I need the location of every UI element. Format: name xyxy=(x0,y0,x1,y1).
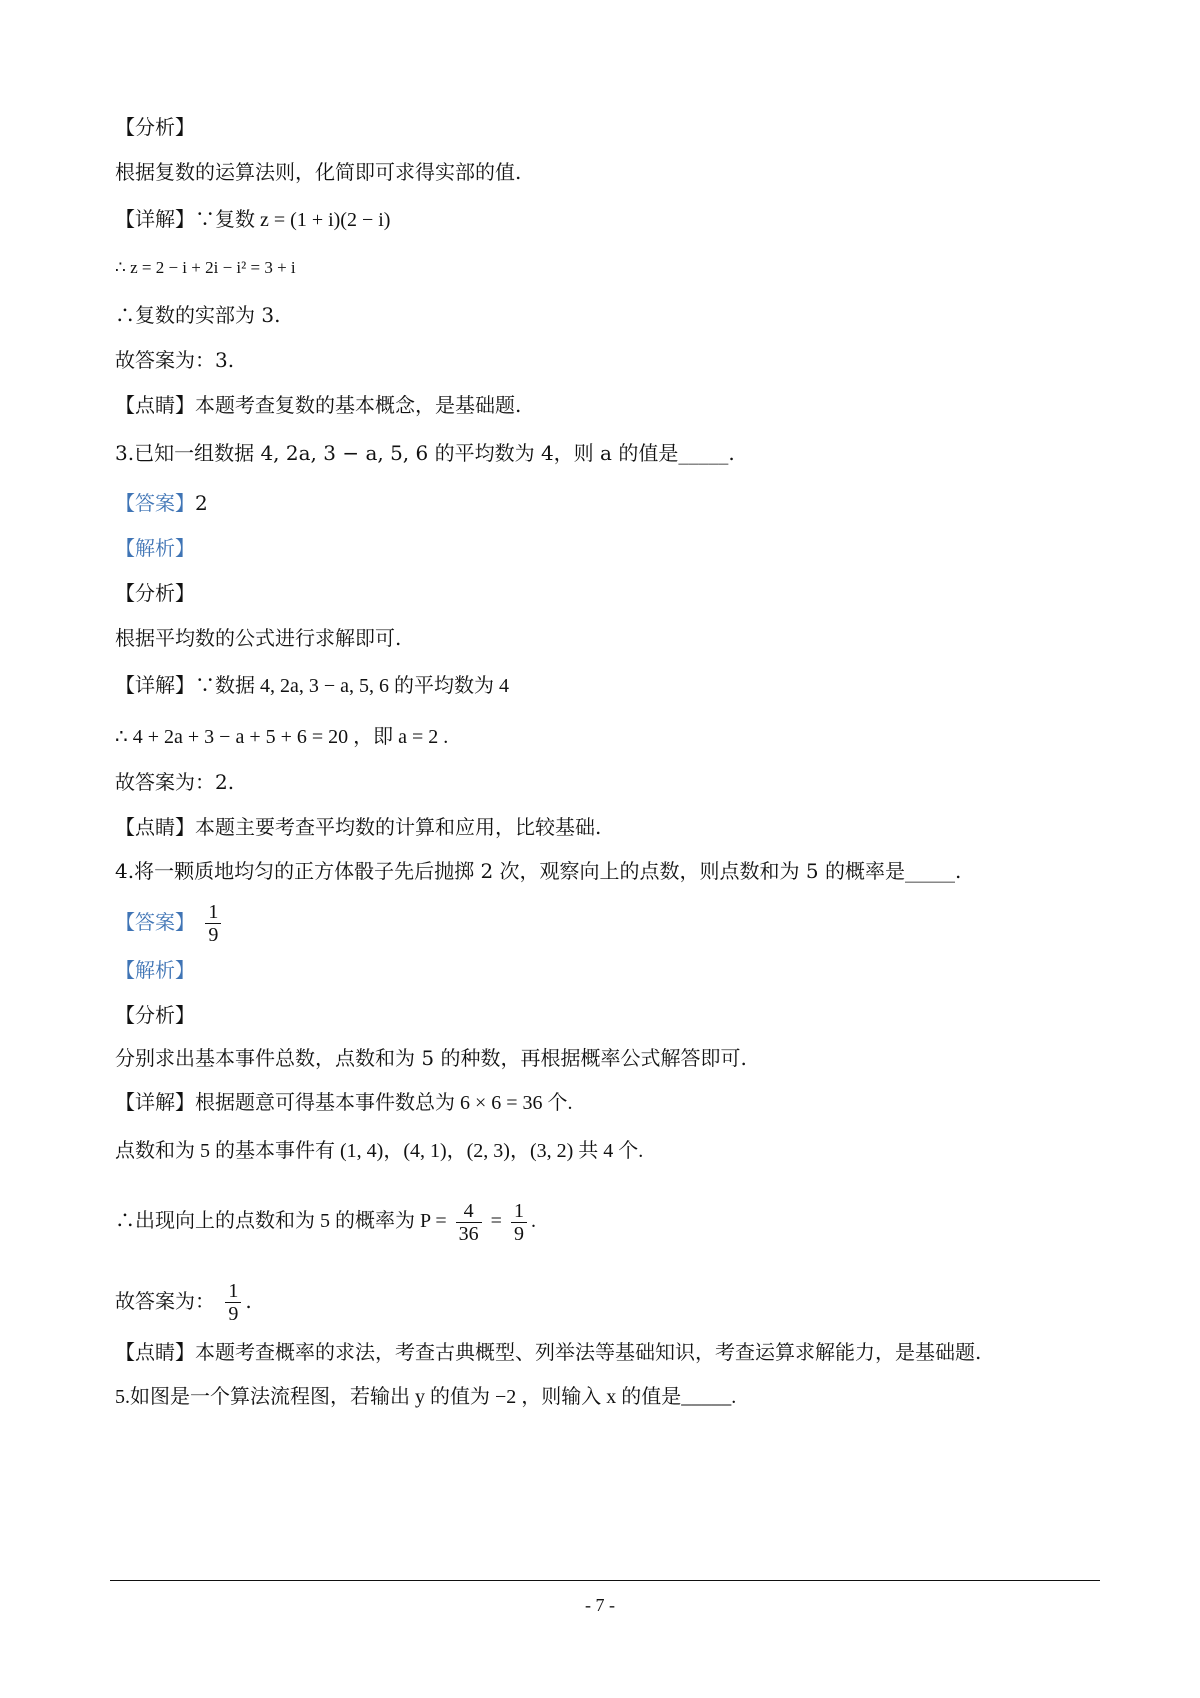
fraction-numerator: 1 xyxy=(225,1280,241,1303)
analysis-text: 根据平均数的公式进行求解即可. xyxy=(115,626,402,650)
answer-label: 【答案】 xyxy=(115,910,195,934)
fraction-denominator: 9 xyxy=(513,1222,524,1245)
fraction-4-36 xyxy=(456,1200,482,1245)
final-answer-text: 故答案为： xyxy=(115,1289,215,1313)
probability-text: ∴出现向上的点数和为 5 的概率为 P = xyxy=(115,1210,447,1232)
equation-line: ∴ z = 2 − i + 2i − i² = 3 + i xyxy=(115,258,296,277)
probability-line xyxy=(115,1196,536,1246)
answer-label: 【答案】 xyxy=(115,491,195,515)
analysis-heading: 【分析】 xyxy=(115,115,195,139)
solution-label: 【解析】 xyxy=(115,536,195,560)
fraction-1-9 xyxy=(511,1200,527,1245)
answer-row-4 xyxy=(115,897,225,947)
answer-value: 2 xyxy=(195,491,208,515)
period: . xyxy=(530,1210,536,1232)
final-fraction xyxy=(225,1280,241,1325)
period: . xyxy=(245,1289,252,1313)
detail-line: 【详解】∵复数 z = (1 + i)(2 − i) xyxy=(115,209,391,231)
analysis-heading: 【分析】 xyxy=(115,581,195,605)
fraction-numerator: 4 xyxy=(456,1200,482,1223)
question-3: 3.已知一组数据 4, 2a, 3 − a, 5, 6 的平均数为 4，则 a 的值是_____. xyxy=(115,441,735,465)
final-answer-line xyxy=(115,1276,252,1326)
answer-line: 故答案为：2. xyxy=(115,770,235,794)
detail-line: 【详解】∵数据 4, 2a, 3 − a, 5, 6 的平均数为 4 xyxy=(115,675,510,697)
question-4: 4.将一颗质地均匀的正方体骰子先后抛掷 2 次，观察向上的点数，则点数和为 5 的概率是_____. xyxy=(115,859,962,883)
event-list-line: 点数和为 5 的基本事件有 (1, 4)，(4, 1)，(2, 3)，(3, 2) 共 4 个. xyxy=(115,1140,644,1162)
analysis-heading: 【分析】 xyxy=(115,1003,195,1027)
conclusion-line: ∴复数的实部为 3. xyxy=(115,303,281,327)
analysis-text: 根据复数的运算法则，化简即可求得实部的值. xyxy=(115,160,522,184)
fraction-numerator: 1 xyxy=(205,901,221,924)
page-number: - 7 - xyxy=(585,1595,615,1615)
fraction-numerator: 1 xyxy=(511,1200,527,1223)
answer-line: 故答案为：3. xyxy=(115,348,235,372)
analysis-text: 分别求出基本事件总数，点数和为 5 的种数，再根据概率公式解答即可. xyxy=(115,1046,747,1070)
comment-line: 【点睛】本题考查概率的求法，考查古典概型、列举法等基础知识，考查运算求解能力，是基础题. xyxy=(115,1340,982,1364)
question-5: 5.如图是一个算法流程图，若输出 y 的值为 −2 ，则输入 x 的值是_____. xyxy=(115,1386,737,1408)
answer-fraction xyxy=(205,901,221,946)
fraction-denominator: 36 xyxy=(458,1222,479,1245)
solution-label: 【解析】 xyxy=(115,958,195,982)
comment-line: 【点睛】本题考查复数的基本概念，是基础题. xyxy=(115,393,522,417)
fraction-denominator: 9 xyxy=(228,1303,239,1325)
equation-line: ∴ 4 + 2a + 3 − a + 5 + 6 = 20 ，即 a = 2 . xyxy=(115,726,449,748)
equals-sign: = xyxy=(490,1210,502,1232)
comment-line: 【点睛】本题主要考查平均数的计算和应用，比较基础. xyxy=(115,815,602,839)
answer-row-3 xyxy=(115,488,208,518)
footer-rule xyxy=(110,1580,1100,1581)
detail-line: 【详解】根据题意可得基本事件数总为 6 × 6 = 36 个. xyxy=(115,1092,573,1114)
fraction-denominator: 9 xyxy=(208,924,219,946)
